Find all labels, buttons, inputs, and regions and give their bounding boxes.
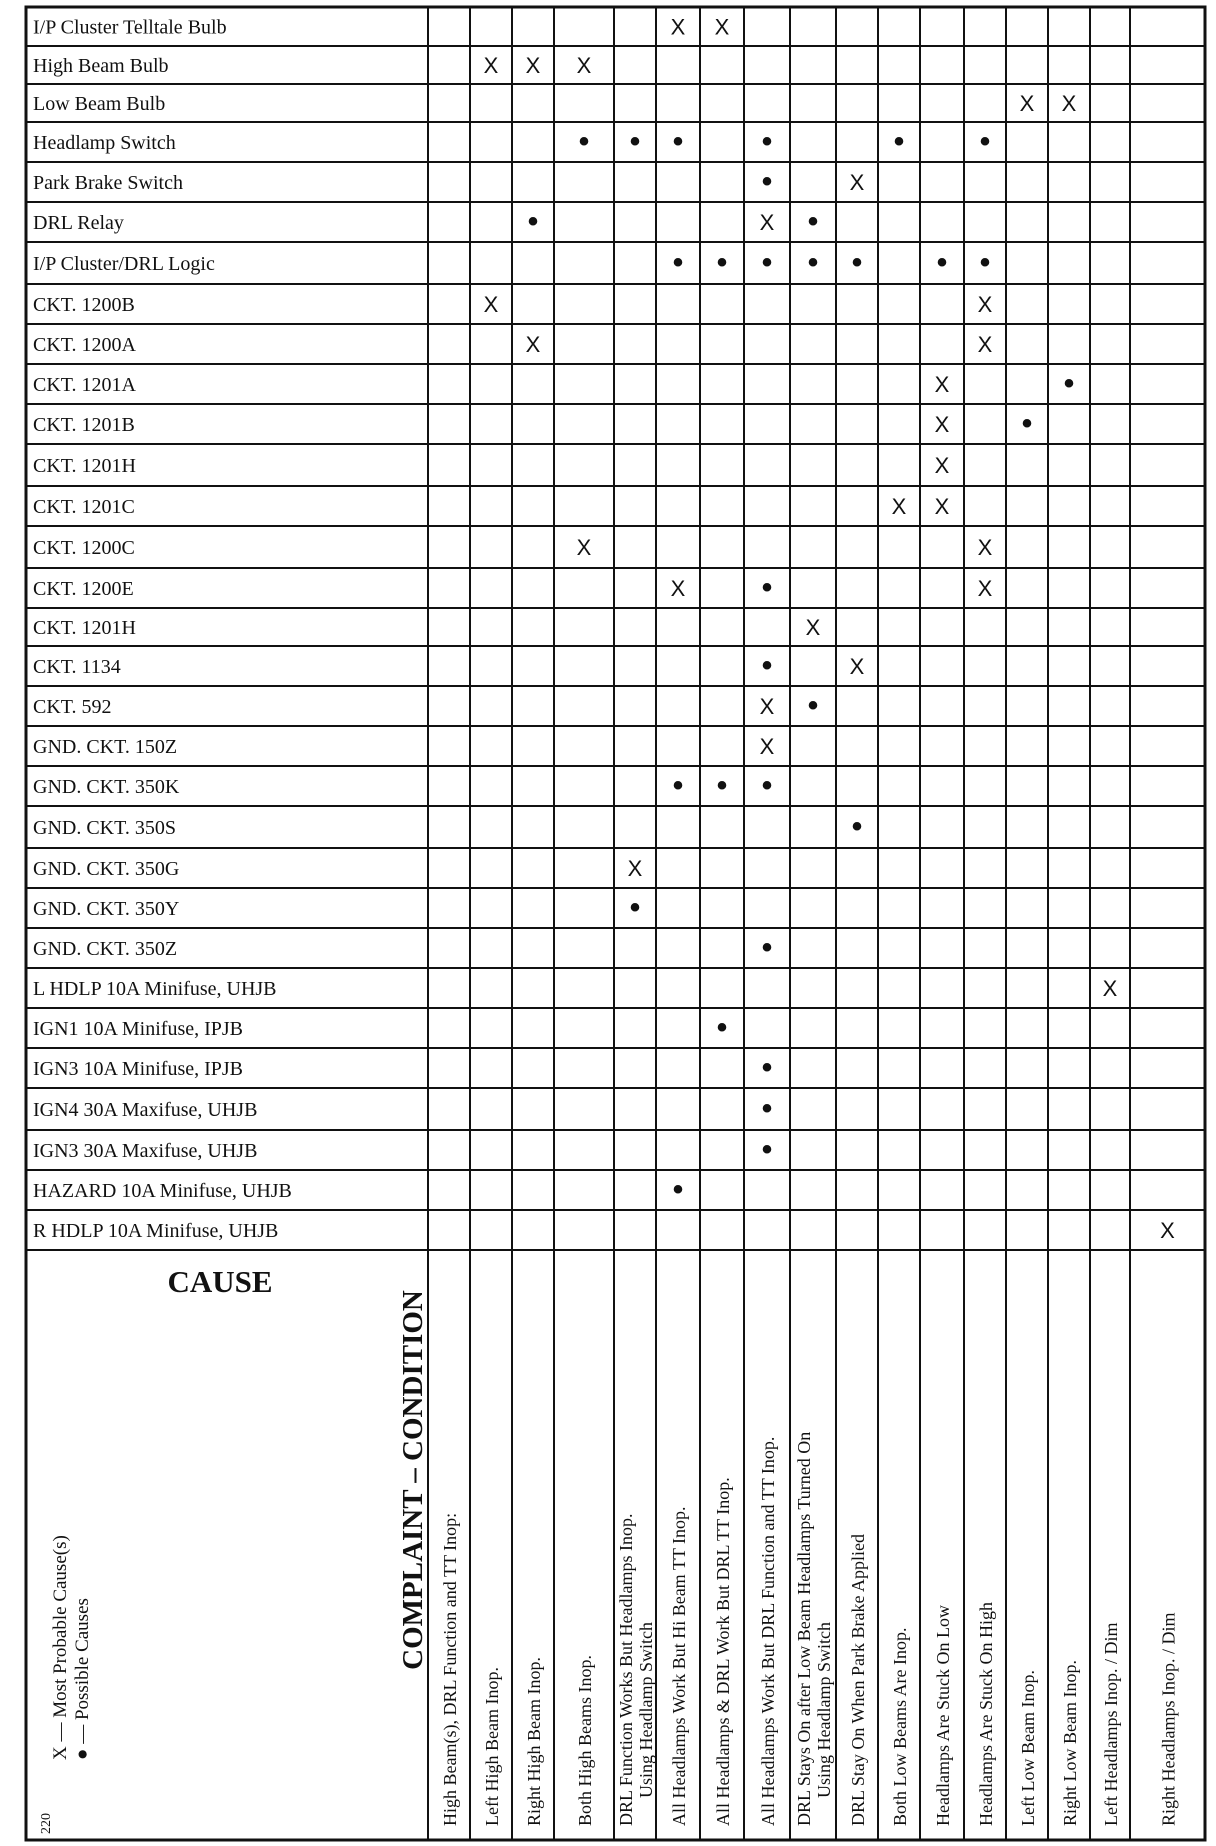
page-number: 220	[39, 1813, 54, 1834]
condition-label: Right Headlamps Inop. / Dim	[1158, 1612, 1179, 1826]
most-probable-mark: X	[891, 494, 907, 519]
most-probable-mark: X	[1061, 91, 1077, 116]
possible-mark: •	[1063, 367, 1075, 400]
most-probable-mark: X	[849, 654, 865, 679]
possible-mark: •	[761, 165, 773, 198]
possible-mark: •	[1021, 407, 1033, 440]
cause-label: GND. CKT. 350S	[33, 817, 176, 839]
cause-label: IGN1 10A Minifuse, IPJB	[33, 1018, 244, 1040]
most-probable-mark: X	[934, 453, 950, 478]
cause-label: I/P Cluster Telltale Bulb	[33, 16, 227, 39]
most-probable-mark: X	[759, 694, 775, 719]
condition-label: Headlamps Are Stuck On Low	[933, 1605, 953, 1826]
possible-mark: •	[629, 125, 641, 158]
most-probable-mark: X	[670, 14, 686, 40]
possible-mark: •	[672, 769, 684, 802]
possible-mark: •	[893, 125, 905, 158]
cause-label: CKT. 1200A	[33, 334, 136, 356]
cause-label: IGN3 10A Minifuse, IPJB	[33, 1058, 244, 1080]
most-probable-mark: X	[977, 576, 993, 601]
possible-mark: •	[629, 891, 641, 924]
cause-label: High Beam Bulb	[33, 55, 169, 77]
cause-label: HAZARD 10A Minifuse, UHJB	[33, 1180, 292, 1202]
cause-label: Park Brake Switch	[33, 172, 183, 194]
cause-label: GND. CKT. 150Z	[33, 736, 178, 758]
legend-x: X — Most Probable Cause(s)	[50, 1535, 71, 1760]
most-probable-mark: X	[483, 53, 499, 78]
possible-mark: •	[761, 246, 773, 279]
condition-label: DRL Stays On after Low Beam Headlamps Turned On	[794, 1431, 814, 1826]
possible-mark: •	[807, 205, 819, 238]
possible-mark: •	[716, 1011, 728, 1044]
cause-label: CKT. 1200C	[33, 537, 135, 559]
most-probable-mark: X	[576, 53, 592, 78]
condition-label: DRL Function Works But Headlamps Inop.	[616, 1513, 636, 1826]
most-probable-mark: X	[934, 372, 950, 397]
cause-label: CKT. 1134	[33, 656, 121, 678]
most-probable-mark: X	[759, 210, 775, 235]
most-probable-mark: X	[977, 332, 993, 357]
cause-label: IGN4 30A Maxifuse, UHJB	[33, 1099, 258, 1121]
legend-area	[39, 1264, 429, 1834]
condition-label: Right Low Beam Inop.	[1060, 1660, 1080, 1826]
condition-label: Headlamps Are Stuck On High	[976, 1602, 996, 1826]
most-probable-mark: X	[525, 53, 541, 78]
condition-label: Left Headlamps Inop. / Dim	[1101, 1622, 1121, 1826]
most-probable-mark: X	[627, 856, 643, 881]
most-probable-mark: X	[670, 576, 686, 601]
possible-mark: •	[527, 205, 539, 238]
condition-label: Both Low Beams Are Inop.	[890, 1627, 910, 1826]
possible-mark: •	[979, 246, 991, 279]
condition-label: All Headlamps Work But Hi Beam TT Inop.	[669, 1506, 689, 1826]
most-probable-mark: X	[849, 170, 865, 195]
possible-mark: •	[761, 1133, 773, 1166]
most-probable-mark: X	[934, 494, 950, 519]
most-probable-mark: X	[1102, 976, 1118, 1001]
cause-labels	[33, 17, 292, 1243]
cause-label: IGN3 30A Maxifuse, UHJB	[33, 1140, 258, 1162]
possible-mark: •	[672, 125, 684, 158]
cause-label: Low Beam Bulb	[33, 93, 166, 115]
cause-label: DRL Relay	[33, 212, 124, 234]
cause-label: GND. CKT. 350Y	[33, 898, 180, 920]
most-probable-mark: X	[805, 615, 821, 640]
cause-label: Headlamp Switch	[33, 132, 176, 154]
condition-label: Left High Beam Inop.	[482, 1667, 502, 1826]
cause-label: CKT. 1201H	[33, 617, 136, 639]
most-probable-mark: X	[1019, 91, 1035, 116]
most-probable-mark: X	[934, 412, 950, 437]
possible-mark: •	[761, 571, 773, 604]
possible-mark: •	[761, 931, 773, 964]
cause-label: CKT. 1200B	[33, 294, 135, 316]
most-probable-mark: X	[483, 292, 499, 317]
possible-mark: •	[936, 246, 948, 279]
cause-label: CKT. 1201C	[33, 496, 135, 518]
most-probable-mark: X	[714, 14, 730, 40]
cause-label: GND. CKT. 350G	[33, 858, 180, 880]
cause-label: GND. CKT. 350K	[33, 776, 180, 798]
legend-dot: ● — Possible Causes	[72, 1598, 93, 1760]
most-probable-mark: X	[977, 535, 993, 560]
possible-mark: •	[716, 769, 728, 802]
condition-label-line2: Using Headlamp Switch	[636, 1622, 656, 1798]
condition-label: DRL Stay On When Park Brake Applied	[848, 1534, 868, 1826]
most-probable-mark: X	[525, 332, 541, 357]
most-probable-mark: X	[977, 292, 993, 317]
most-probable-mark: X	[759, 734, 775, 759]
possible-mark: •	[851, 246, 863, 279]
possible-mark: •	[851, 810, 863, 843]
condition-label: Right High Beam Inop.	[524, 1657, 544, 1826]
cause-label: I/P Cluster/DRL Logic	[33, 253, 215, 275]
possible-mark: •	[807, 689, 819, 722]
condition-label: All Headlamps Work But DRL Function and TT Inop.	[758, 1436, 778, 1826]
condition-label: All Headlamps & DRL Work But DRL TT Inop.	[713, 1477, 733, 1826]
condition-label: Both High Beams Inop.	[575, 1655, 595, 1826]
cause-label: GND. CKT. 350Z	[33, 938, 178, 960]
possible-mark: •	[761, 769, 773, 802]
cause-label: CKT. 592	[33, 696, 112, 718]
possible-mark: •	[716, 246, 728, 279]
possible-mark: •	[578, 125, 590, 158]
possible-mark: •	[761, 1092, 773, 1125]
cause-label: CKT. 1201H	[33, 455, 136, 477]
possible-mark: •	[761, 125, 773, 158]
most-probable-mark: X	[576, 535, 592, 560]
most-probable-mark: X	[1160, 1218, 1175, 1243]
condition-label-line2: Using Headlamp Switch	[814, 1622, 834, 1798]
possible-mark: •	[807, 246, 819, 279]
possible-mark: •	[672, 1173, 684, 1206]
condition-labels	[440, 1432, 1179, 1826]
possible-mark: •	[761, 1051, 773, 1084]
cause-label: R HDLP 10A Minifuse, UHJB	[33, 1220, 279, 1242]
condition-label: Left Low Beam Inop.	[1018, 1670, 1038, 1826]
possible-mark: •	[672, 246, 684, 279]
possible-mark: •	[761, 649, 773, 682]
cause-label: CKT. 1201B	[33, 414, 135, 436]
condition-heading: COMPLAINT – CONDITION	[397, 1290, 429, 1670]
cause-label: CKT. 1200E	[33, 578, 134, 600]
cause-heading: CAUSE	[167, 1264, 273, 1299]
cell-marks	[484, 15, 1176, 1244]
condition-label: High Beam(s), DRL Function and TT Inop:	[440, 1512, 460, 1826]
cause-label: CKT. 1201A	[33, 374, 136, 396]
cause-label: L HDLP 10A Minifuse, UHJB	[33, 978, 277, 1000]
possible-mark: •	[979, 125, 991, 158]
